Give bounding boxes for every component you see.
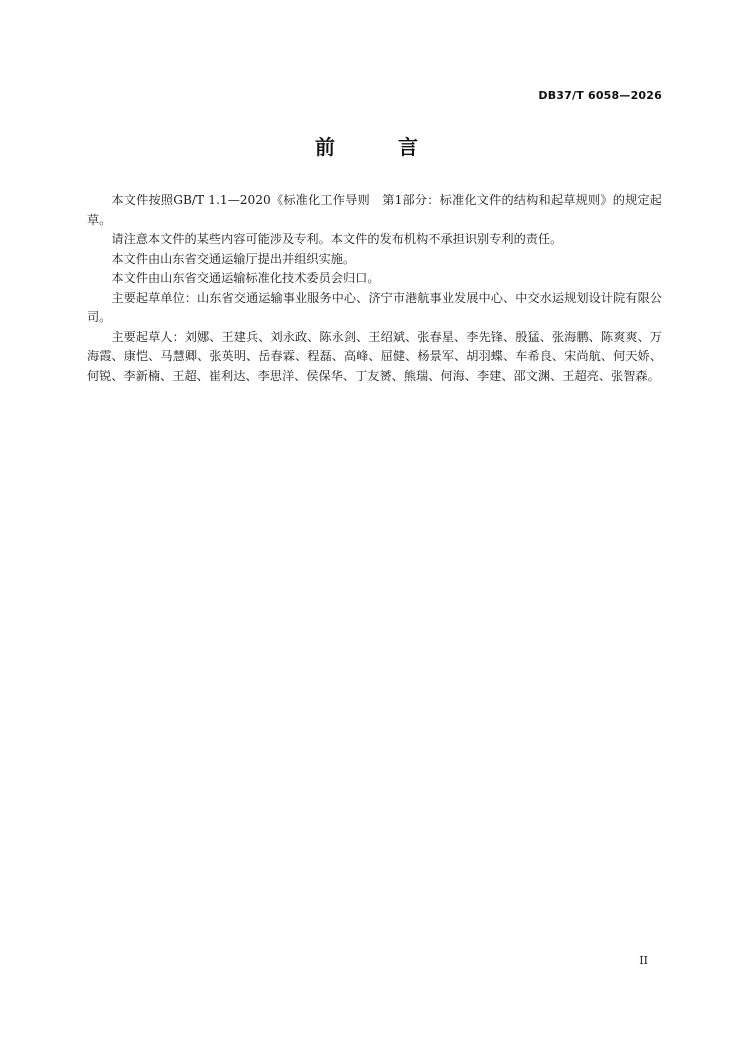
page-title: 前 言 bbox=[315, 135, 446, 159]
paragraph-proposer: 本文件由山东省交通运输厅提出并组织实施。 bbox=[111, 251, 356, 266]
paragraph-drafters: 主要起草人：刘娜、王建兵、刘永政、陈永剑、王绍斌、张春星、李先锋、殷猛、张海鹏、陈爽爽、万海霞、康恺、马慧卿、张英明、岳春霖、程磊、高峰、屈健、杨景军、胡羽蝶、车希良、宋尚航、何天娇、何锐、李新楠、王超、崔利达、李思洋、侯保华、丁友赟、熊瑞、何海、李建、邵文渊、王超亮、张智森。 bbox=[87, 329, 662, 383]
document-code: DB37/T 6058—2026 bbox=[538, 89, 662, 102]
foreword-body bbox=[87, 191, 662, 386]
paragraph-drafting-units: 主要起草单位：山东省交通运输事业服务中心、济宁市港航事业发展中心、中交水运规划设计院有限公司。 bbox=[87, 290, 662, 324]
paragraph-patent-notice: 请注意本文件的某些内容可能涉及专利。本文件的发布机构不承担识别专利的责任。 bbox=[111, 232, 563, 246]
page-number: II bbox=[639, 954, 648, 967]
paragraph-drafting-rules: 本文件按照GB/T 1.1—2020《标准化工作导则 第1部分：标准化文件的结构和起草规则》的规定起草。 bbox=[87, 193, 662, 227]
paragraph-committee: 本文件由山东省交通运输标准化技术委员会归口。 bbox=[111, 271, 380, 285]
